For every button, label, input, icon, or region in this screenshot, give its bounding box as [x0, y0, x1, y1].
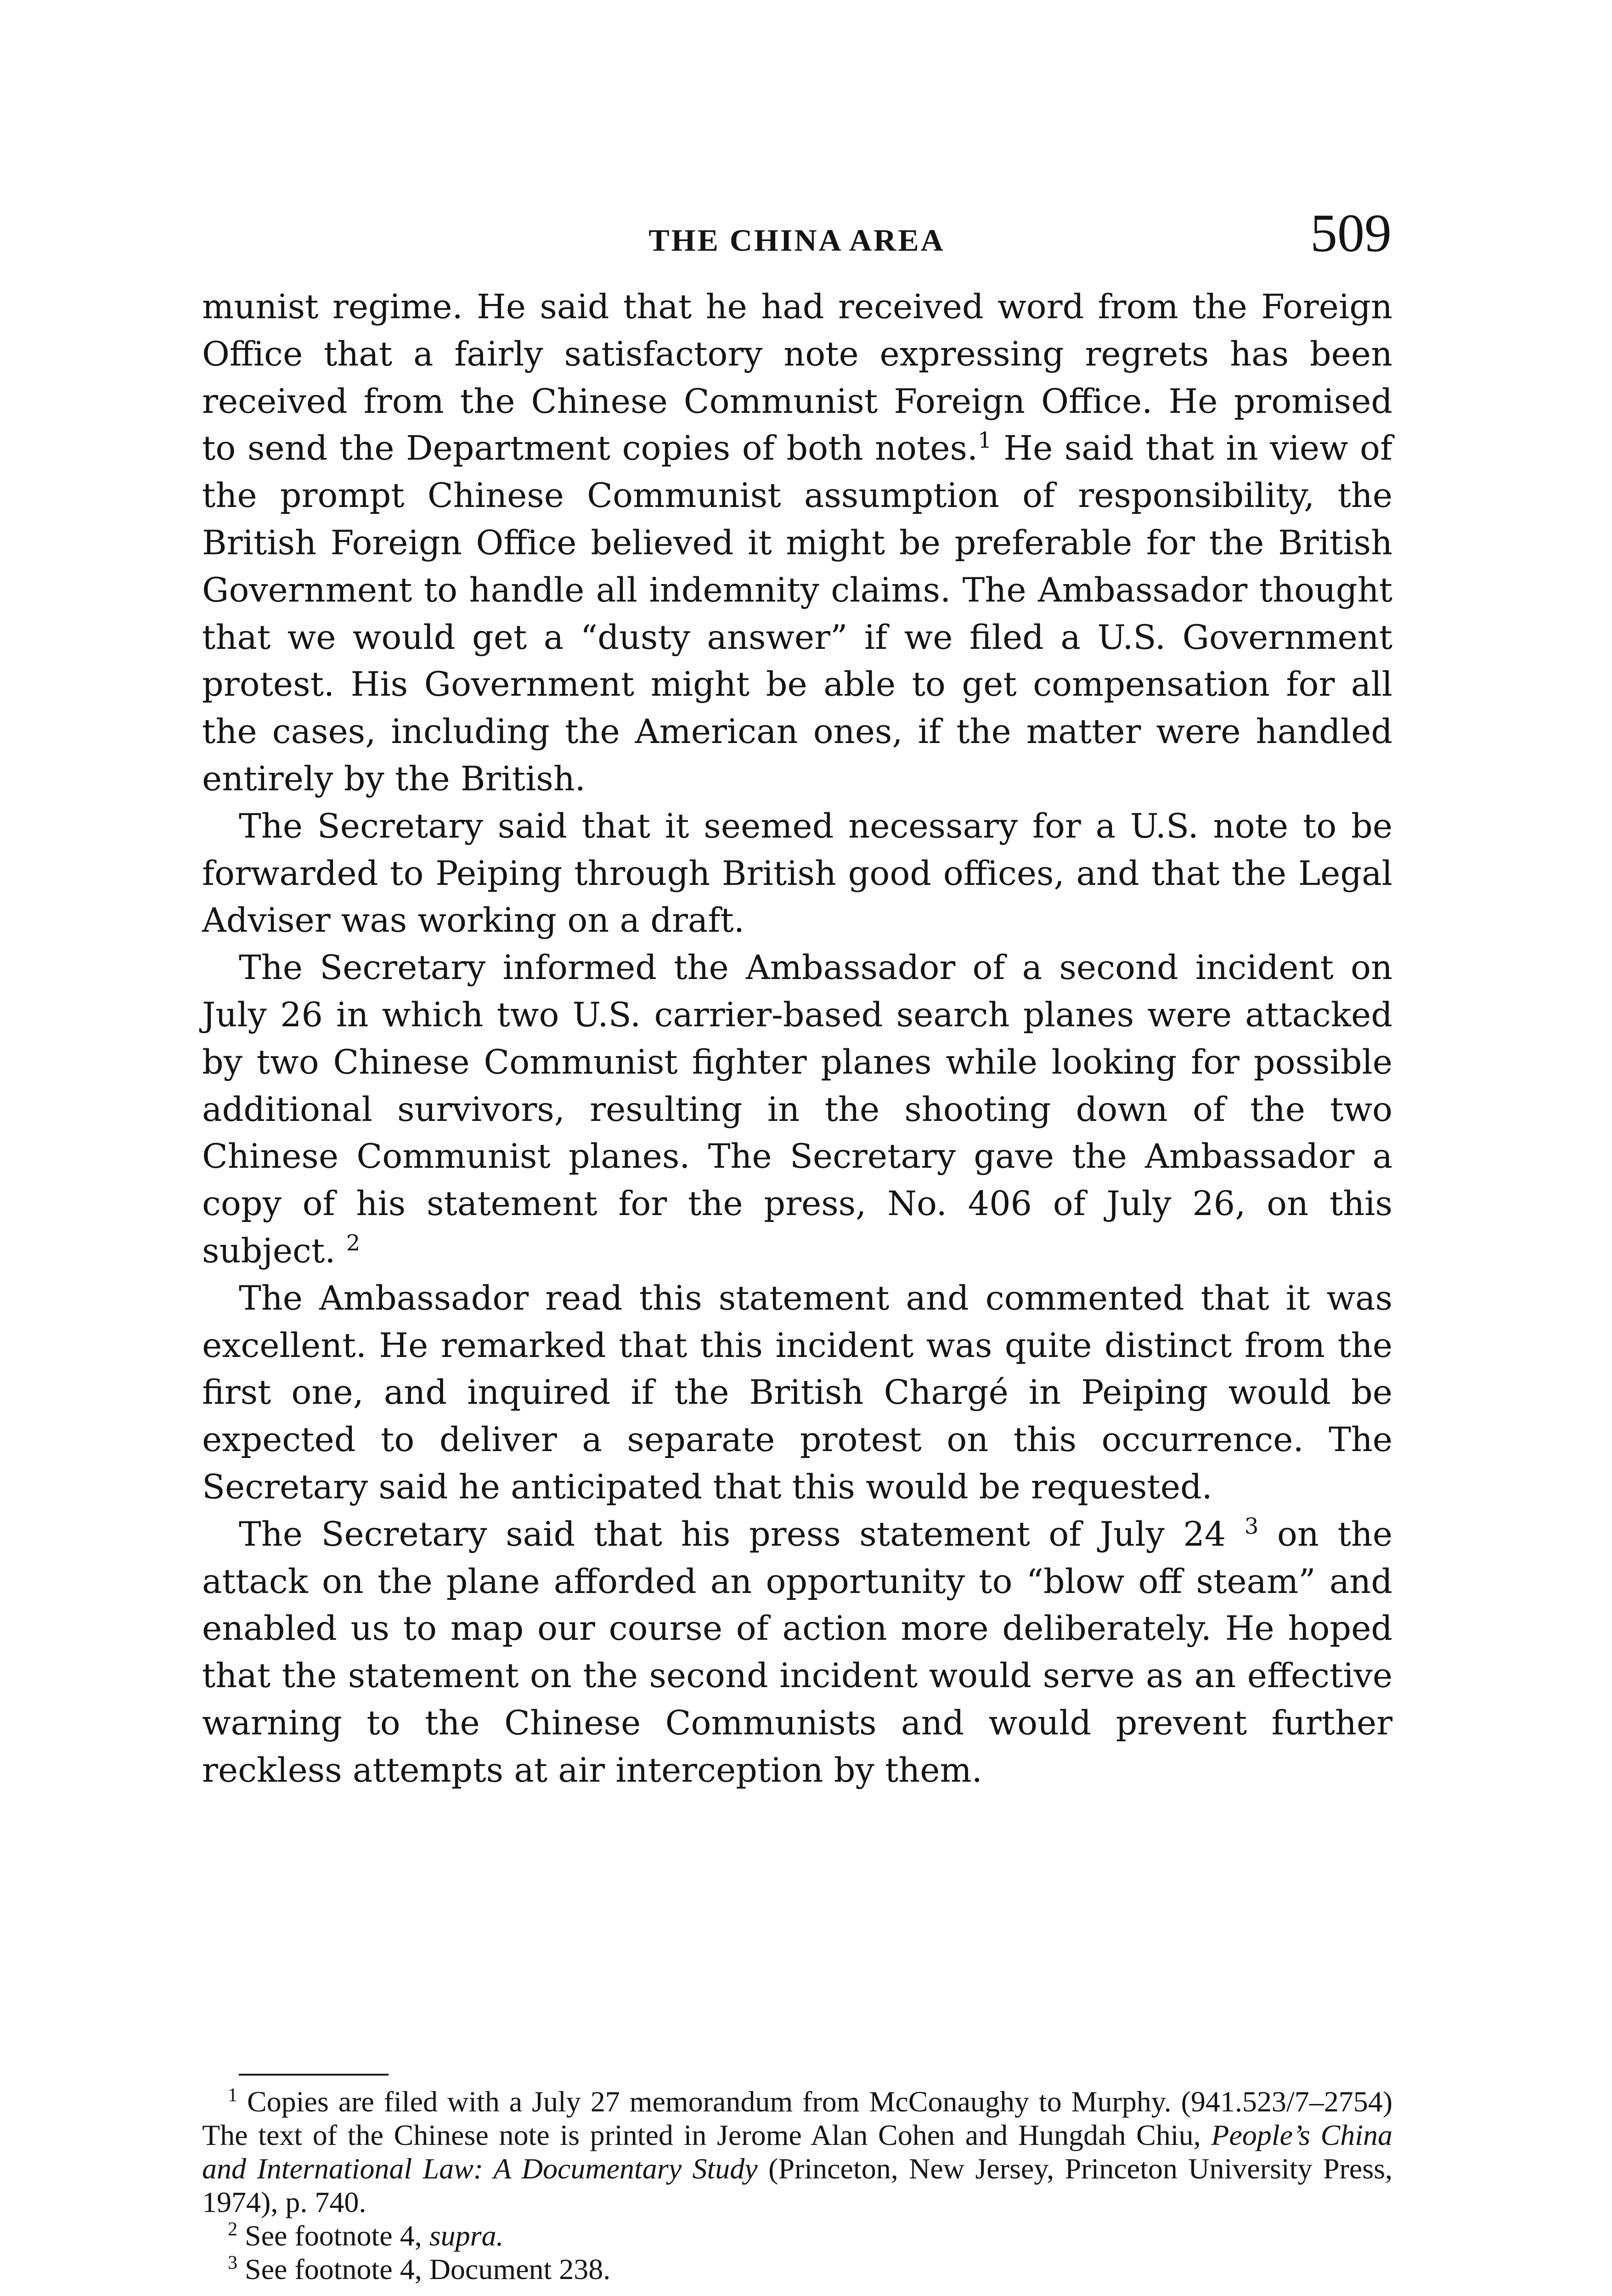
footnote-text: (Princeton, New Jersey, Princeton University Press, 1974), p. 740. [202, 2152, 1393, 2218]
footnote-divider [239, 2074, 389, 2076]
footnote-text: Copies are filed with a July 27 memorandum from McConaughy to Murphy. (941.523/7–2754) The text of the Chinese note is printed in Jerome Alan Cohen and Hungdah Chiu, [202, 2085, 1392, 2151]
footnote-book-title: People’s China and International Law: A Documentary Study [202, 2119, 1392, 2185]
footnote-3 [202, 2252, 1392, 2286]
paragraph-1 [202, 284, 1392, 803]
body-text [202, 284, 1392, 1795]
footnote-ref-3: 3 [1244, 1513, 1259, 1539]
running-head [202, 202, 1392, 271]
footnote-number: 3 [228, 2252, 237, 2273]
footnote-2 [202, 2219, 1392, 2252]
running-title: THE CHINA AREA [648, 223, 945, 258]
paragraph-2 [202, 803, 1392, 945]
footnote-number: 1 [228, 2085, 237, 2106]
paragraph-text: munist regime. He said that he had received word from the Foreign Office that a fairly satisfactory note expressing regrets has been received from the Chinese Communist Foreign Office. He promised to send the Department copies of both notes. [202, 287, 1392, 468]
footnote-text: See footnote 4, Document 238. [237, 2253, 611, 2285]
footnote-italic: supra. [429, 2219, 504, 2252]
paragraph-text: He said that in view of the prompt Chinese Communist assumption of responsibility, the British Foreign Office believed it might be preferable for the British Government to handle all indemnity claims. The Ambassador thought that we would get a “dusty answer” if we filed a U.S. Government protest. His Government might be able to get compensation for all the cases, including the American ones, if the matter were handled entirely by the British. [202, 429, 1392, 799]
footnote-ref-1: 1 [978, 428, 992, 454]
paragraph-text: The Secretary informed the Ambassador of a second incident on July 26 in which two U.S. carrier-based search planes were attacked by two Chinese Communist fighter planes while looking for possible additional survivors, resulting in the shooting down of the two Chinese Communist planes. The Secretary gave the Ambassador a copy of his statement for the press, No. 406 of July 26, on this subject. [202, 948, 1392, 1271]
paragraph-text: The Secretary said that it seemed necessary for a U.S. note to be forwarded to Peiping through British good offices, and that the Legal Adviser was working on a draft. [202, 806, 1392, 940]
footnote-number: 2 [228, 2219, 237, 2240]
footnote-1 [202, 2085, 1392, 2219]
footnote-ref-2: 2 [346, 1230, 361, 1256]
paragraph-5 [202, 1511, 1392, 1795]
page-number: 509 [1310, 203, 1392, 263]
paragraph-text: The Ambassador read this statement and commented that it was excellent. He remarked that this incident was quite distinct from the first one, and inquired if the British Chargé in Peiping would be expected to deliver a separate protest on this occurrence. The Secretary said he anticipated that this would be requested. [202, 1278, 1392, 1507]
paragraph-4 [202, 1275, 1392, 1511]
footnotes [202, 2085, 1392, 2286]
footnote-text: See footnote 4, [237, 2219, 429, 2252]
paragraph-3 [202, 945, 1392, 1275]
paragraph-text: The Secretary said that his press statement of July 24 [239, 1514, 1226, 1554]
paragraph-text: on the attack on the plane afforded an opportunity to “blow off steam” and enabled us to map our course of action more deliberately. He hoped that the statement on the second incident would serve as an effective warning to the Chinese Communists and would prevent further reckless attempts at air interception by them. [202, 1514, 1392, 1790]
